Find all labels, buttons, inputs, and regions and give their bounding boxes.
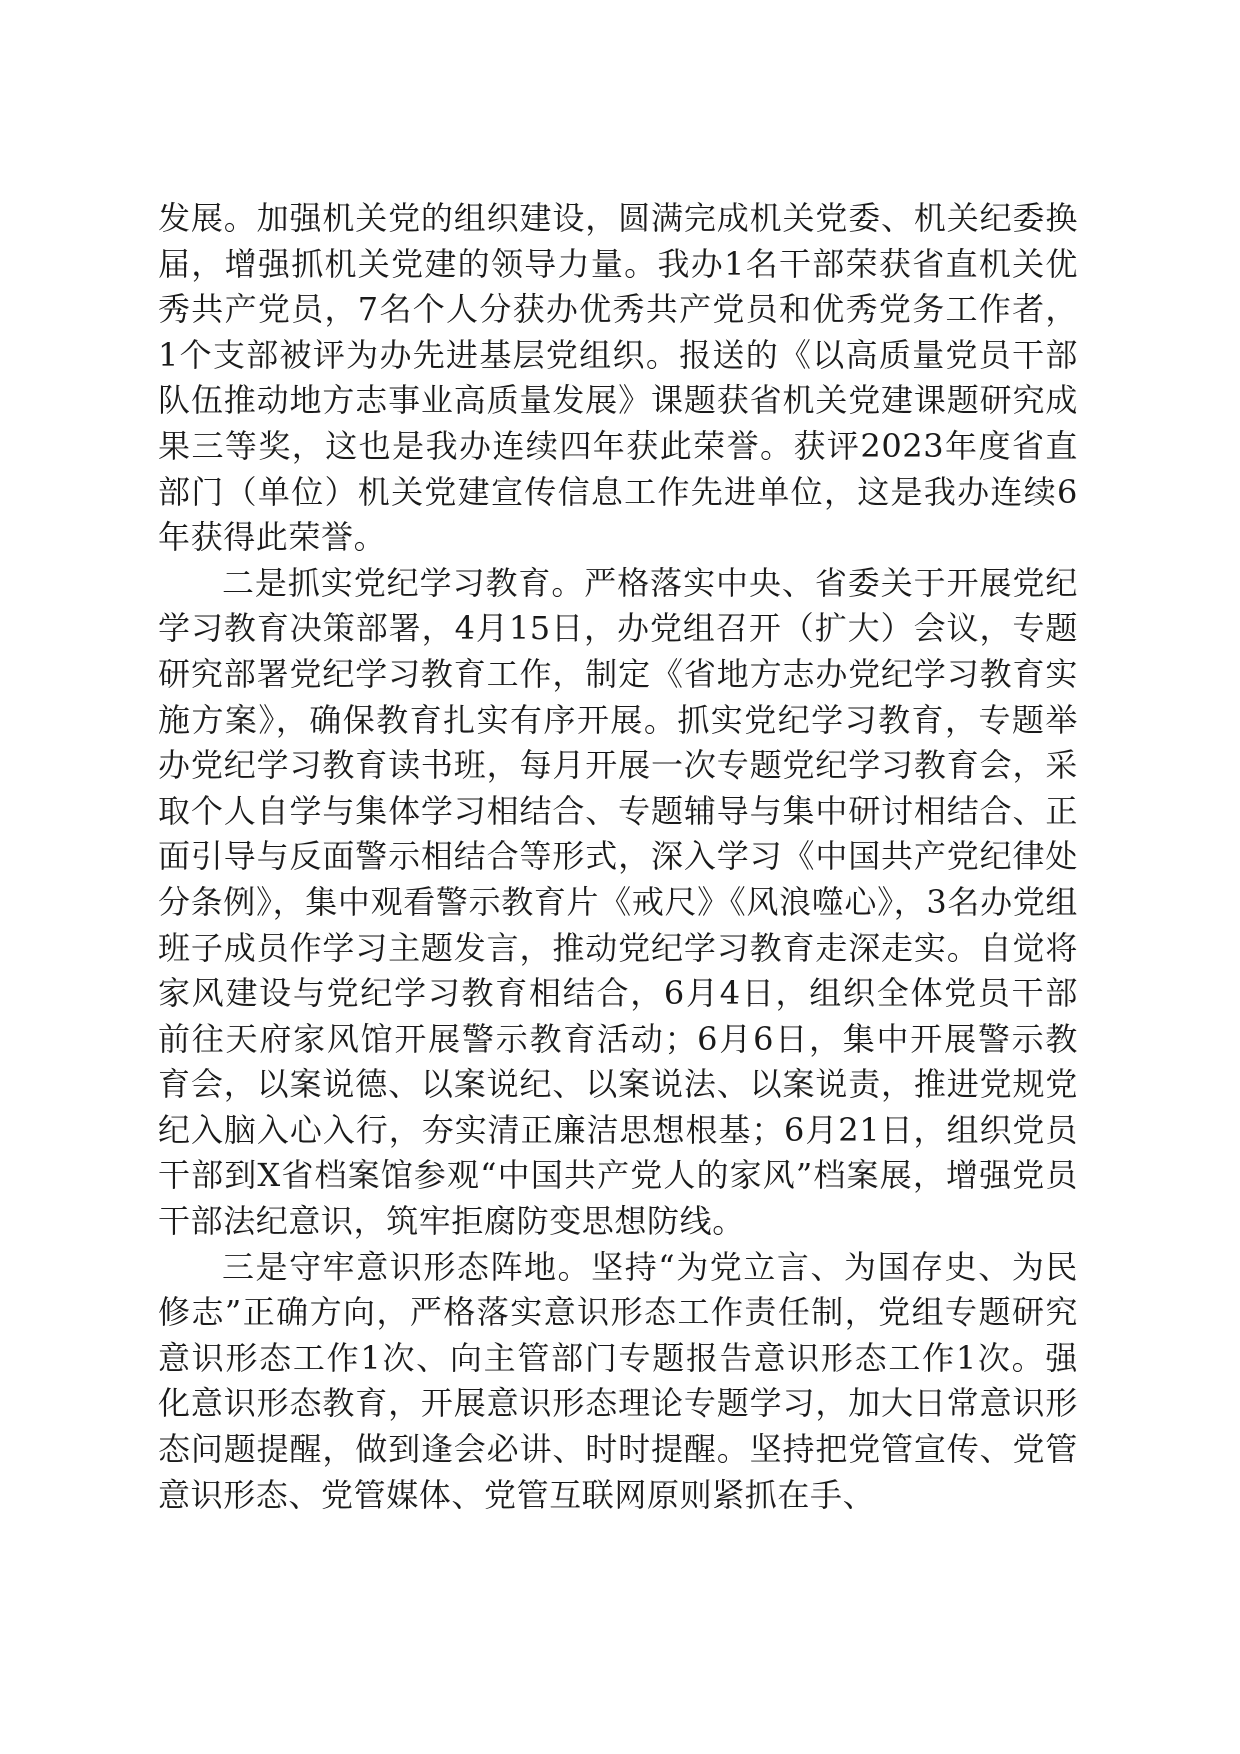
paragraph-discipline-education: 二是抓实党纪学习教育。严格落实中央、省委关于开展党纪学习教育决策部署，4月15日，办党组召开（扩大）会议，专题研究部署党纪学习教育工作，制定《省地方志办党纪学习教育实施方案》，确保教育扎实有序开展。抓实党纪学习教育，专题举办党纪学习教育读书班，每月开展一次专题党纪学习教育会，采取个人自学与集体学习相结合、专题辅导与集中研讨相结合、正面引导与反面警示相结合等形式，深入学习《中国共产党纪律处分条例》，集中观看警示教育片《戒尺》《风浪噬心》，3名办党组班子成员作学习主题发言，推动党纪学习教育走深走实。自觉将家风建设与党纪学习教育相结合，6月4日，组织全体党员干部前往天府家风馆开展警示教育活动；6月6日，集中开展警示教育会，以案说德、以案说纪、以案说法、以案说责，推进党规党纪入脑入心入行，夯实清正廉洁思想根基；6月21日，组织党员干部到X省档案馆参观“中国共产党人的家风”档案展，增强党员干部法纪意识，筑牢拒腐防变思想防线。 (158, 563, 1078, 1241)
paragraph-party-building-continuation: 发展。加强机关党的组织建设，圆满完成机关党委、机关纪委换届，增强抓机关党建的领导力量。我办1名干部荣获省直机关优秀共产党员，7名个人分获办优秀共产党员和优秀党务工作者，1个支部被评为办先进基层党组织。报送的《以高质量党员干部队伍推动地方志事业高质量发展》课题获省机关党建课题研究成果三等奖，这也是我办连续四年获此荣誉。获评2023年度省直部门（单位）机关党建宣传信息工作先进单位，这是我办连续6年获得此荣誉。 (158, 199, 1078, 557)
paragraph-ideology-position: 三是守牢意识形态阵地。坚持“为党立言、为国存史、为民修志”正确方向，严格落实意识形态工作责任制，党组专题研究意识形态工作1次、向主管部门专题报告意识形态工作1次。强化意识形态教育，开展意识形态理论专题学习，加大日常意识形态问题提醒，做到逢会必讲、时时提醒。坚持把党管宣传、党管意识形态、党管媒体、党管互联网原则紧抓在手、 (158, 1247, 1078, 1514)
document-body (158, 196, 1078, 1518)
